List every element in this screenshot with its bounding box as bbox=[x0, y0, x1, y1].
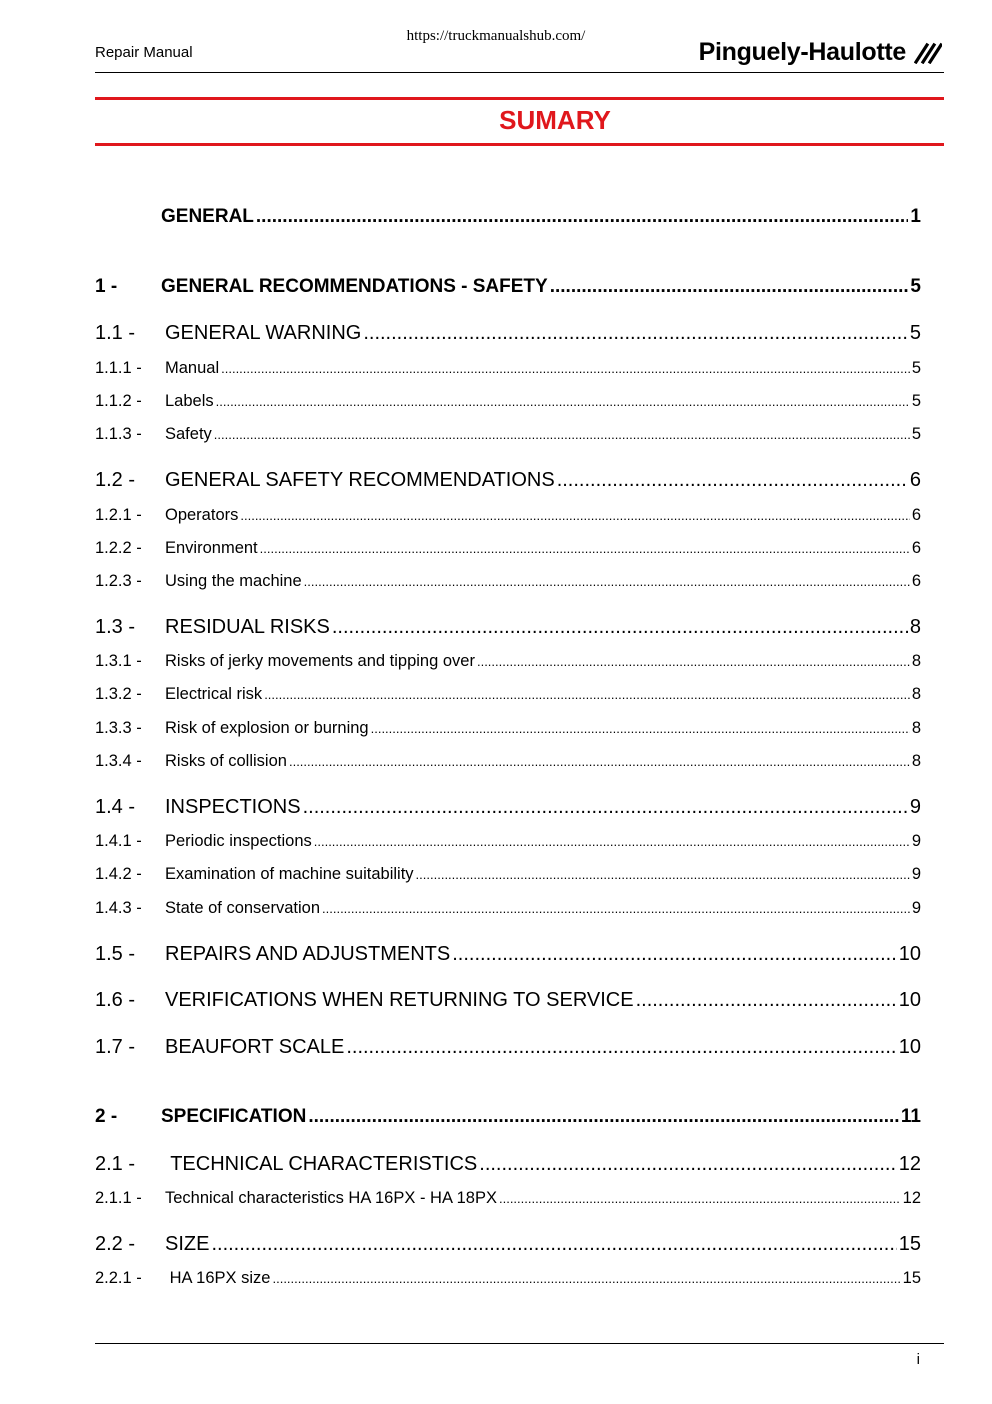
toc-entry-page: 6 bbox=[911, 572, 921, 590]
toc-entry-title: Risks of jerky movements and tipping over bbox=[165, 652, 475, 670]
toc-entry-page: 9 bbox=[909, 796, 921, 818]
toc-entry-number: 1.6 - bbox=[95, 989, 136, 1011]
toc-entry-title: GENERAL SAFETY RECOMMENDATIONS bbox=[165, 469, 555, 491]
toc-entry-page: 9 bbox=[911, 865, 921, 883]
toc-dot-leader bbox=[452, 943, 897, 966]
toc-dot-leader bbox=[303, 796, 908, 819]
toc-entry-page: 5 bbox=[909, 322, 921, 344]
toc-entry[interactable] bbox=[95, 506, 921, 525]
toc-entry-number: 1.4.2 - bbox=[95, 865, 142, 883]
toc-entry-page: 15 bbox=[902, 1269, 921, 1287]
toc-entry-number: 1.3.2 - bbox=[95, 685, 142, 703]
toc-entry-title: VERIFICATIONS WHEN RETURNING TO SERVICE bbox=[165, 989, 634, 1011]
title-top-rule bbox=[95, 97, 944, 100]
toc-entry-title: INSPECTIONS bbox=[165, 796, 301, 818]
toc-entry-title: HA 16PX size bbox=[165, 1269, 271, 1287]
toc-entry-number: 1.3 - bbox=[95, 616, 136, 638]
toc-entry-title: Safety bbox=[165, 425, 212, 443]
toc-entry-title: BEAUFORT SCALE bbox=[165, 1036, 345, 1058]
toc-dot-leader bbox=[260, 541, 910, 556]
toc-entry[interactable] bbox=[95, 572, 921, 591]
toc-entry[interactable] bbox=[95, 276, 921, 298]
toc-entry-page: 6 bbox=[911, 539, 921, 557]
toc-entry-page: 8 bbox=[911, 685, 921, 703]
brand-stripes-icon bbox=[914, 42, 942, 64]
toc-entry-title: Examination of machine suitability bbox=[165, 865, 414, 883]
toc-entry-page: 5 bbox=[911, 359, 921, 377]
toc-entry-page: 10 bbox=[898, 989, 921, 1011]
toc-dot-leader bbox=[240, 508, 909, 523]
title-bottom-rule bbox=[95, 143, 944, 146]
toc-dot-leader bbox=[363, 322, 908, 345]
toc-entry-page: 5 bbox=[911, 392, 921, 410]
toc-entry-title: Environment bbox=[165, 539, 258, 557]
toc-entry[interactable] bbox=[95, 322, 921, 345]
toc-entry[interactable] bbox=[95, 616, 921, 639]
toc-entry-page: 15 bbox=[898, 1233, 921, 1255]
toc-dot-leader bbox=[304, 574, 910, 589]
toc-entry-page: 10 bbox=[898, 943, 921, 965]
toc-entry[interactable] bbox=[95, 359, 921, 378]
toc-entry-title: SIZE bbox=[165, 1233, 210, 1255]
toc-entry-page: 8 bbox=[911, 719, 921, 737]
toc-entry-title: Operators bbox=[165, 506, 239, 524]
toc-entry-title: Electrical risk bbox=[165, 685, 263, 703]
toc-entry[interactable] bbox=[95, 1106, 921, 1128]
toc-entry-title: Technical characteristics HA 16PX - HA 18PX bbox=[165, 1189, 497, 1207]
toc-entry[interactable] bbox=[95, 1233, 921, 1256]
toc-entry-title: Risk of explosion or burning bbox=[165, 719, 369, 737]
toc-dot-leader bbox=[416, 867, 910, 882]
toc-entry-number: 2.2.1 - bbox=[95, 1269, 142, 1287]
toc-entry-number: 1.1.2 - bbox=[95, 392, 142, 410]
toc-entry-number: 1.2.3 - bbox=[95, 572, 142, 590]
toc-dot-leader bbox=[211, 1233, 896, 1256]
toc-entry-page: 12 bbox=[902, 1189, 921, 1207]
toc-entry-number: 1.5 - bbox=[95, 943, 136, 965]
toc-entry[interactable] bbox=[95, 1269, 921, 1288]
toc-entry[interactable] bbox=[95, 1153, 921, 1176]
toc-entry-number: 1.4 - bbox=[95, 796, 136, 818]
toc-entry-title: Risks of collision bbox=[165, 752, 287, 770]
toc-entry-title: GENERAL RECOMMENDATIONS - SAFETY bbox=[161, 276, 548, 297]
toc-dot-leader bbox=[499, 1191, 901, 1206]
toc-dot-leader bbox=[289, 754, 910, 769]
header-rule bbox=[95, 72, 944, 73]
toc-dot-leader bbox=[214, 427, 910, 442]
toc-dot-leader bbox=[479, 1153, 896, 1176]
toc-entry-page: 5 bbox=[911, 425, 921, 443]
toc-entry-page: 5 bbox=[910, 276, 921, 297]
toc-entry-number: 1.1.1 - bbox=[95, 359, 142, 377]
toc-entry-page: 10 bbox=[898, 1036, 921, 1058]
toc-entry-page: 12 bbox=[898, 1153, 921, 1175]
toc-entry-page: 8 bbox=[911, 752, 921, 770]
toc-entry-page: 11 bbox=[900, 1106, 921, 1127]
toc-entry-title: GENERAL bbox=[161, 206, 254, 227]
toc-entry[interactable] bbox=[95, 752, 921, 771]
toc-entry[interactable] bbox=[95, 1036, 921, 1059]
toc-entry-title: State of conservation bbox=[165, 899, 321, 917]
brand-logo bbox=[699, 38, 942, 67]
toc-entry-number: 1.7 - bbox=[95, 1036, 136, 1058]
toc-entry-title: RESIDUAL RISKS bbox=[165, 616, 330, 638]
footer-rule bbox=[95, 1343, 944, 1344]
toc-dot-leader bbox=[332, 616, 908, 639]
source-url: https://truckmanualshub.com/ bbox=[406, 28, 586, 44]
toc-entry-title: Using the machine bbox=[165, 572, 302, 590]
toc-dot-leader bbox=[477, 654, 910, 669]
toc-dot-leader bbox=[308, 1106, 899, 1128]
toc-entry[interactable] bbox=[95, 943, 921, 966]
toc-entry-number: 2.1 - bbox=[95, 1153, 136, 1175]
toc-entry-number: 2 - bbox=[95, 1106, 118, 1127]
toc-entry[interactable] bbox=[95, 539, 921, 558]
toc-entry[interactable] bbox=[95, 989, 921, 1012]
toc-entry-number: 1.2.1 - bbox=[95, 506, 142, 524]
toc-entry-number: 1 - bbox=[95, 276, 118, 297]
toc-entry-page: 8 bbox=[911, 652, 921, 670]
toc-entry[interactable] bbox=[95, 719, 921, 738]
toc-dot-leader bbox=[636, 989, 897, 1012]
toc-entry-title: GENERAL WARNING bbox=[165, 322, 362, 344]
toc-entry-title: Manual bbox=[165, 359, 220, 377]
toc-entry-title: Periodic inspections bbox=[165, 832, 312, 850]
toc-entry-number: 2.1.1 - bbox=[95, 1189, 142, 1207]
toc-entry-page: 9 bbox=[911, 899, 921, 917]
toc-entry[interactable] bbox=[95, 469, 921, 492]
toc-entry-page: 6 bbox=[911, 506, 921, 524]
toc-entry[interactable] bbox=[95, 685, 921, 704]
brand-name: Pinguely-Haulotte bbox=[698, 38, 906, 66]
toc-entry[interactable] bbox=[95, 865, 921, 884]
toc-entry-number: 1.3.4 - bbox=[95, 752, 142, 770]
toc-entry[interactable] bbox=[95, 832, 921, 851]
toc-dot-leader bbox=[557, 469, 908, 492]
toc-entry[interactable] bbox=[95, 1189, 921, 1208]
toc-dot-leader bbox=[550, 276, 909, 298]
page-title: SUMARY bbox=[499, 105, 611, 135]
toc-entry-number: 1.2 - bbox=[95, 469, 136, 491]
toc-dot-leader bbox=[264, 687, 910, 702]
toc-entry[interactable] bbox=[95, 652, 921, 671]
toc-entry-number: 1.4.3 - bbox=[95, 899, 142, 917]
toc-entry[interactable] bbox=[95, 206, 921, 228]
toc-dot-leader bbox=[346, 1036, 896, 1059]
toc-entry-page: 8 bbox=[909, 616, 921, 638]
toc-entry-title: REPAIRS AND ADJUSTMENTS bbox=[165, 943, 451, 965]
toc-entry-page: 1 bbox=[910, 206, 921, 227]
toc-dot-leader bbox=[371, 721, 910, 736]
toc-dot-leader bbox=[221, 361, 910, 376]
toc-dot-leader bbox=[216, 394, 910, 409]
toc-entry[interactable] bbox=[95, 899, 921, 918]
toc-entry[interactable] bbox=[95, 392, 921, 411]
toc-entry-number: 1.1.3 - bbox=[95, 425, 142, 443]
toc-dot-leader bbox=[272, 1271, 900, 1286]
toc-dot-leader bbox=[256, 206, 909, 228]
footer-page-number: i bbox=[916, 1351, 920, 1368]
toc-entry-page: 6 bbox=[909, 469, 921, 491]
toc-entry-page: 9 bbox=[911, 832, 921, 850]
toc-entry-title: Labels bbox=[165, 392, 214, 410]
toc-entry-number: 2.2 - bbox=[95, 1233, 136, 1255]
toc-entry[interactable] bbox=[95, 425, 921, 444]
toc-entry-title: SPECIFICATION bbox=[161, 1106, 307, 1127]
toc-dot-leader bbox=[314, 834, 910, 849]
toc-entry-number: 1.3.3 - bbox=[95, 719, 142, 737]
toc-entry-title: TECHNICAL CHARACTERISTICS bbox=[165, 1153, 478, 1175]
toc-dot-leader bbox=[322, 901, 910, 916]
toc-entry[interactable] bbox=[95, 796, 921, 819]
toc-entry-number: 1.1 - bbox=[95, 322, 136, 344]
toc-entry-number: 1.3.1 - bbox=[95, 652, 142, 670]
toc-entry-number: 1.2.2 - bbox=[95, 539, 142, 557]
toc-entry-number: 1.4.1 - bbox=[95, 832, 142, 850]
document-type-label: Repair Manual bbox=[95, 44, 193, 61]
